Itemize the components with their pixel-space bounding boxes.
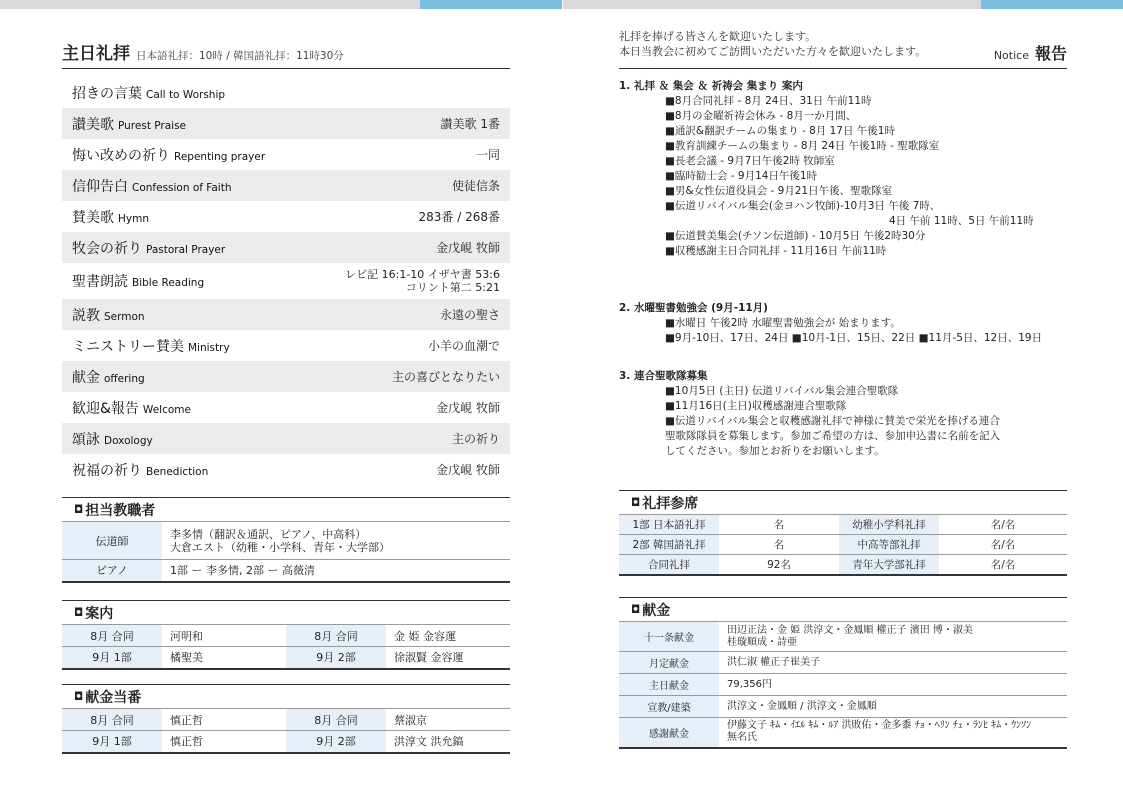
welcome-line-1: 礼拝を捧げる皆さんを歓迎いたします。 [619, 30, 817, 43]
order-item-en: Pastoral Prayer [146, 243, 226, 256]
top-color-bar [0, 0, 1123, 9]
offering-duty-section [62, 684, 510, 754]
duty-value: 慎正哲 [162, 731, 286, 753]
table-cell: 幼稚小学科礼拝 [839, 515, 939, 535]
order-item-jp: 牧会の祈り [72, 240, 142, 257]
notice-item: ■長老会議 - 9月7日午後2時 牧師室 [665, 155, 835, 167]
duty-label: 8月 合同 [62, 709, 162, 731]
order-item-en: Confession of Faith [132, 181, 232, 194]
offering-duty-heading: ◘ 献金当番 [62, 684, 510, 708]
notice-item: ■収穫感謝主日合同礼拝 - 11月16日 午前11時 [665, 245, 887, 257]
order-item-jp: 頌詠 [72, 431, 100, 448]
table-cell: 名 [719, 535, 839, 555]
order-item-jp: 讃美歌 [72, 116, 114, 133]
order-item-detail: 小羊の血潮で [427, 339, 500, 353]
notice-item: ■11月16日(主日)収穫感謝連合聖歌隊 [665, 400, 847, 412]
duty-value: 洪淳文 洪允鎬 [386, 731, 510, 753]
left-page [62, 9, 510, 794]
order-item-jp: 歓迎&報告 [72, 400, 139, 417]
order-item-en: Welcome [142, 403, 191, 416]
notice-2 [619, 301, 1067, 346]
notice-item: 4日 午前 11時、5日 午前11時 [889, 215, 1034, 227]
order-row [62, 263, 510, 299]
guide-value: 橘聖美 [162, 647, 286, 669]
staff-value: 1部 ー 李多情, 2部 ー 高薇清 [162, 560, 510, 582]
offering-value: 79,356円 [719, 674, 1067, 696]
order-item-detail: 讃美歌 1番 [440, 117, 500, 131]
order-row [62, 108, 510, 139]
order-row [62, 392, 510, 423]
order-item-detail: 主の喜びとなりたい [391, 370, 500, 384]
order-row [62, 139, 510, 170]
order-item-en: Doxology [104, 434, 153, 447]
order-row [62, 77, 510, 108]
square-icon: ◘ [74, 503, 84, 516]
notice-item: ■10月5日 (主日) 伝道リバイバル集会連合聖歌隊 [665, 385, 899, 397]
order-row [62, 361, 510, 392]
guide-table [62, 624, 510, 670]
guide-value: 徐淑賢 金容運 [386, 647, 510, 669]
guide-label: 8月 合同 [286, 625, 386, 647]
order-row [62, 299, 510, 330]
offering-row [619, 652, 1067, 674]
offering-value: 田辺正法・金 姫 洪淳文・金鳳順 權正子 濱田 博・淑美 桂璇順成・詩亜 [719, 622, 1067, 652]
worship-title: 主日礼拝 [62, 44, 130, 64]
order-item-en: offering [104, 372, 145, 385]
staff-label: 伝道師 [62, 522, 162, 560]
offering-section [619, 597, 1067, 749]
table-cell: 名/名 [939, 555, 1067, 575]
order-row [62, 232, 510, 263]
duty-value: 慎正哲 [162, 709, 286, 731]
guide-heading: ◘ 案内 [62, 600, 510, 624]
staff-heading: ◘ 担当教職者 [62, 497, 510, 521]
square-icon: ◘ [631, 603, 641, 616]
order-row [62, 454, 510, 485]
notice-item: ■教育訓練チームの集まり - 8月 24日 午後1時 - 聖歌隊室 [665, 140, 940, 152]
offering-value: 伊藤文子 ｷﾑ・ｲｴﾙ ｷﾑ・ﾙｱ 洪敗佑・金多黍 ﾁｮ・ﾍﾘﾝ ﾁｪ・ﾗﾝﾋ ｷﾑ・ｳﾝｿﾝ 無名氏 [719, 718, 1067, 748]
notice-3 [619, 369, 1067, 459]
notice-item: ■伝道リバイバル集会と収穫感謝礼拝で神様に賛美で栄光を捧げる連合 [665, 415, 1000, 427]
table-cell: 名/名 [939, 515, 1067, 535]
table-cell: 青年大学部礼拝 [839, 555, 939, 575]
offering-label: 主日献金 [619, 674, 719, 696]
order-item-jp: 賛美歌 [72, 209, 114, 226]
welcome-line-2: 本日当教会に初めてご訪問いただいた方々を歓迎いたします。 [619, 45, 927, 58]
square-icon: ◘ [74, 690, 84, 703]
attendance-section [619, 490, 1067, 576]
guide-label: 8月 合同 [62, 625, 162, 647]
order-item-jp: 招きの言葉 [72, 85, 142, 102]
notice-item: ■8月の金曜祈祷会休み - 8月一か月間、 [665, 110, 857, 122]
table-cell: 中高等部礼拝 [839, 535, 939, 555]
notice-1-heading: 1. 礼拝 ＆ 集会 ＆ 祈祷会 集まり 案内 [619, 80, 803, 92]
order-row [62, 170, 510, 201]
staff-value: 李多情（翻訳＆通訳、ピアノ、中高科） 大倉エスト（幼稚・小学科、青年・大学部） [162, 522, 510, 560]
notice-item: ■9月-10日、17日、24日 ■10月-1日、15日、22日 ■11月-5日、12日、19日 [665, 332, 1043, 344]
staff-label: ピアノ [62, 560, 162, 582]
offering-row [619, 622, 1067, 652]
staff-table [62, 521, 510, 583]
order-item-en: Sermon [104, 310, 145, 323]
table-cell: 名 [719, 515, 839, 535]
order-item-detail: 一同 [475, 148, 500, 162]
duty-value: 蔡淑京 [386, 709, 510, 731]
order-item-en: Bible Reading [132, 277, 205, 289]
notice-item: ■水曜日 午後2時 水曜聖書勉強会が 始まります。 [665, 317, 901, 329]
offering-duty-table [62, 708, 510, 754]
order-item-detail: 永遠の聖さ [439, 308, 500, 322]
notice-3-heading: 3. 連合聖歌隊募集 [619, 370, 708, 382]
right-page [619, 9, 1067, 794]
order-item-detail: 283番 / 268番 [418, 210, 500, 224]
order-item-jp: 献金 [72, 369, 100, 386]
worship-title-bar [62, 39, 510, 69]
order-item-en: Hymn [118, 212, 149, 225]
guide-value: 河明和 [162, 625, 286, 647]
order-item-detail: 金戊峴 牧師 [436, 241, 500, 255]
offering-heading: ◘ 献金 [619, 597, 1067, 621]
table-cell: 名/名 [939, 535, 1067, 555]
order-item-jp: 信仰告白 [72, 178, 128, 195]
notice-2-heading: 2. 水曜聖書勉強会 (9月-11月) [619, 302, 768, 314]
table-cell: 2部 韓国語礼拝 [619, 535, 719, 555]
order-row [62, 423, 510, 454]
offering-table [619, 621, 1067, 749]
duty-label: 9月 1部 [62, 731, 162, 753]
attendance-table [619, 514, 1067, 576]
guide-section [62, 600, 510, 670]
order-item-jp: 聖書朗読 [72, 274, 128, 290]
order-row [62, 201, 510, 232]
order-item-jp: 悔い改めの祈り [72, 147, 170, 164]
offering-value: 洪仁淑 權正子崔美子 [719, 652, 1067, 674]
square-icon: ◘ [74, 606, 84, 619]
staff-section [62, 497, 510, 583]
table-cell: 1部 日本語礼拝 [619, 515, 719, 535]
duty-label: 9月 2部 [286, 731, 386, 753]
guide-label: 9月 1部 [62, 647, 162, 669]
square-icon: ◘ [631, 496, 641, 509]
order-item-jp: 祝福の祈り [72, 462, 142, 479]
offering-label: 十一条献金 [619, 622, 719, 652]
order-item-jp: ミニストリー賛美 [72, 338, 184, 355]
order-item-jp: 説教 [72, 307, 100, 324]
table-cell: 92名 [719, 555, 839, 575]
offering-label: 月定献金 [619, 652, 719, 674]
offering-row [619, 718, 1067, 748]
notice-item: ■男&女性伝道役員会 - 9月21日午後、聖歌隊室 [665, 185, 893, 197]
order-item-en: Repenting prayer [174, 150, 266, 163]
notice-item: 聖歌隊隊員を募集します。参加ご希望の方は、参加申込書に名前を記入 [665, 430, 1001, 442]
table-cell: 合同礼拝 [619, 555, 719, 575]
offering-label: 宣教/建築 [619, 696, 719, 718]
notice-item: ■通訳&翻訳チームの集まり - 8月 17日 午後1時 [665, 125, 895, 137]
order-row [62, 330, 510, 361]
order-item-en: Purest Praise [118, 119, 187, 132]
welcome-intro [619, 29, 1067, 69]
attendance-heading: ◘ 礼拝参席 [619, 490, 1067, 514]
order-item-detail: 使徒信条 [451, 179, 500, 193]
order-item-detail: 金戊峴 牧師 [436, 401, 500, 415]
order-item-en: Ministry [188, 341, 230, 354]
offering-row [619, 696, 1067, 718]
notice-title: Notice 報告 [993, 44, 1067, 63]
order-item-en: Benediction [146, 465, 209, 478]
order-item-detail: レビ記 16:1-10 イザヤ書 53:6 コリント第二 5:21 [345, 268, 500, 294]
notice-item: ■8月合同礼拝 - 8月 24日、31日 午前11時 [665, 95, 872, 107]
offering-label: 感謝献金 [619, 718, 719, 748]
order-of-service [62, 77, 510, 485]
notice-item: ■伝道賛美集会(チソン伝道師) - 10月5日 午後2時30分 [665, 230, 926, 242]
offering-row [619, 674, 1067, 696]
worship-times: 日本語礼拝：10時 / 韓国語礼拝：11時30分 [136, 50, 344, 62]
order-item-en: Call to Worship [146, 88, 226, 101]
notice-1 [619, 79, 1067, 259]
guide-value: 金 姫 金容運 [386, 625, 510, 647]
offering-value: 洪淳文・金鳳順 / 洪淳文・金鳳順 [719, 696, 1067, 718]
order-item-detail: 主の祈り [451, 432, 500, 446]
duty-label: 8月 合同 [286, 709, 386, 731]
notice-item: してください。参加とお祈りをお願いします。 [665, 445, 885, 457]
notice-item: ■臨時勧士会 - 9月14日午後1時 [665, 170, 818, 182]
guide-label: 9月 2部 [286, 647, 386, 669]
notice-item: ■伝道リバイバル集会(金ヨハン牧師)-10月3日 午後 7時、 [665, 200, 941, 212]
order-item-detail: 金戊峴 牧師 [436, 463, 500, 477]
